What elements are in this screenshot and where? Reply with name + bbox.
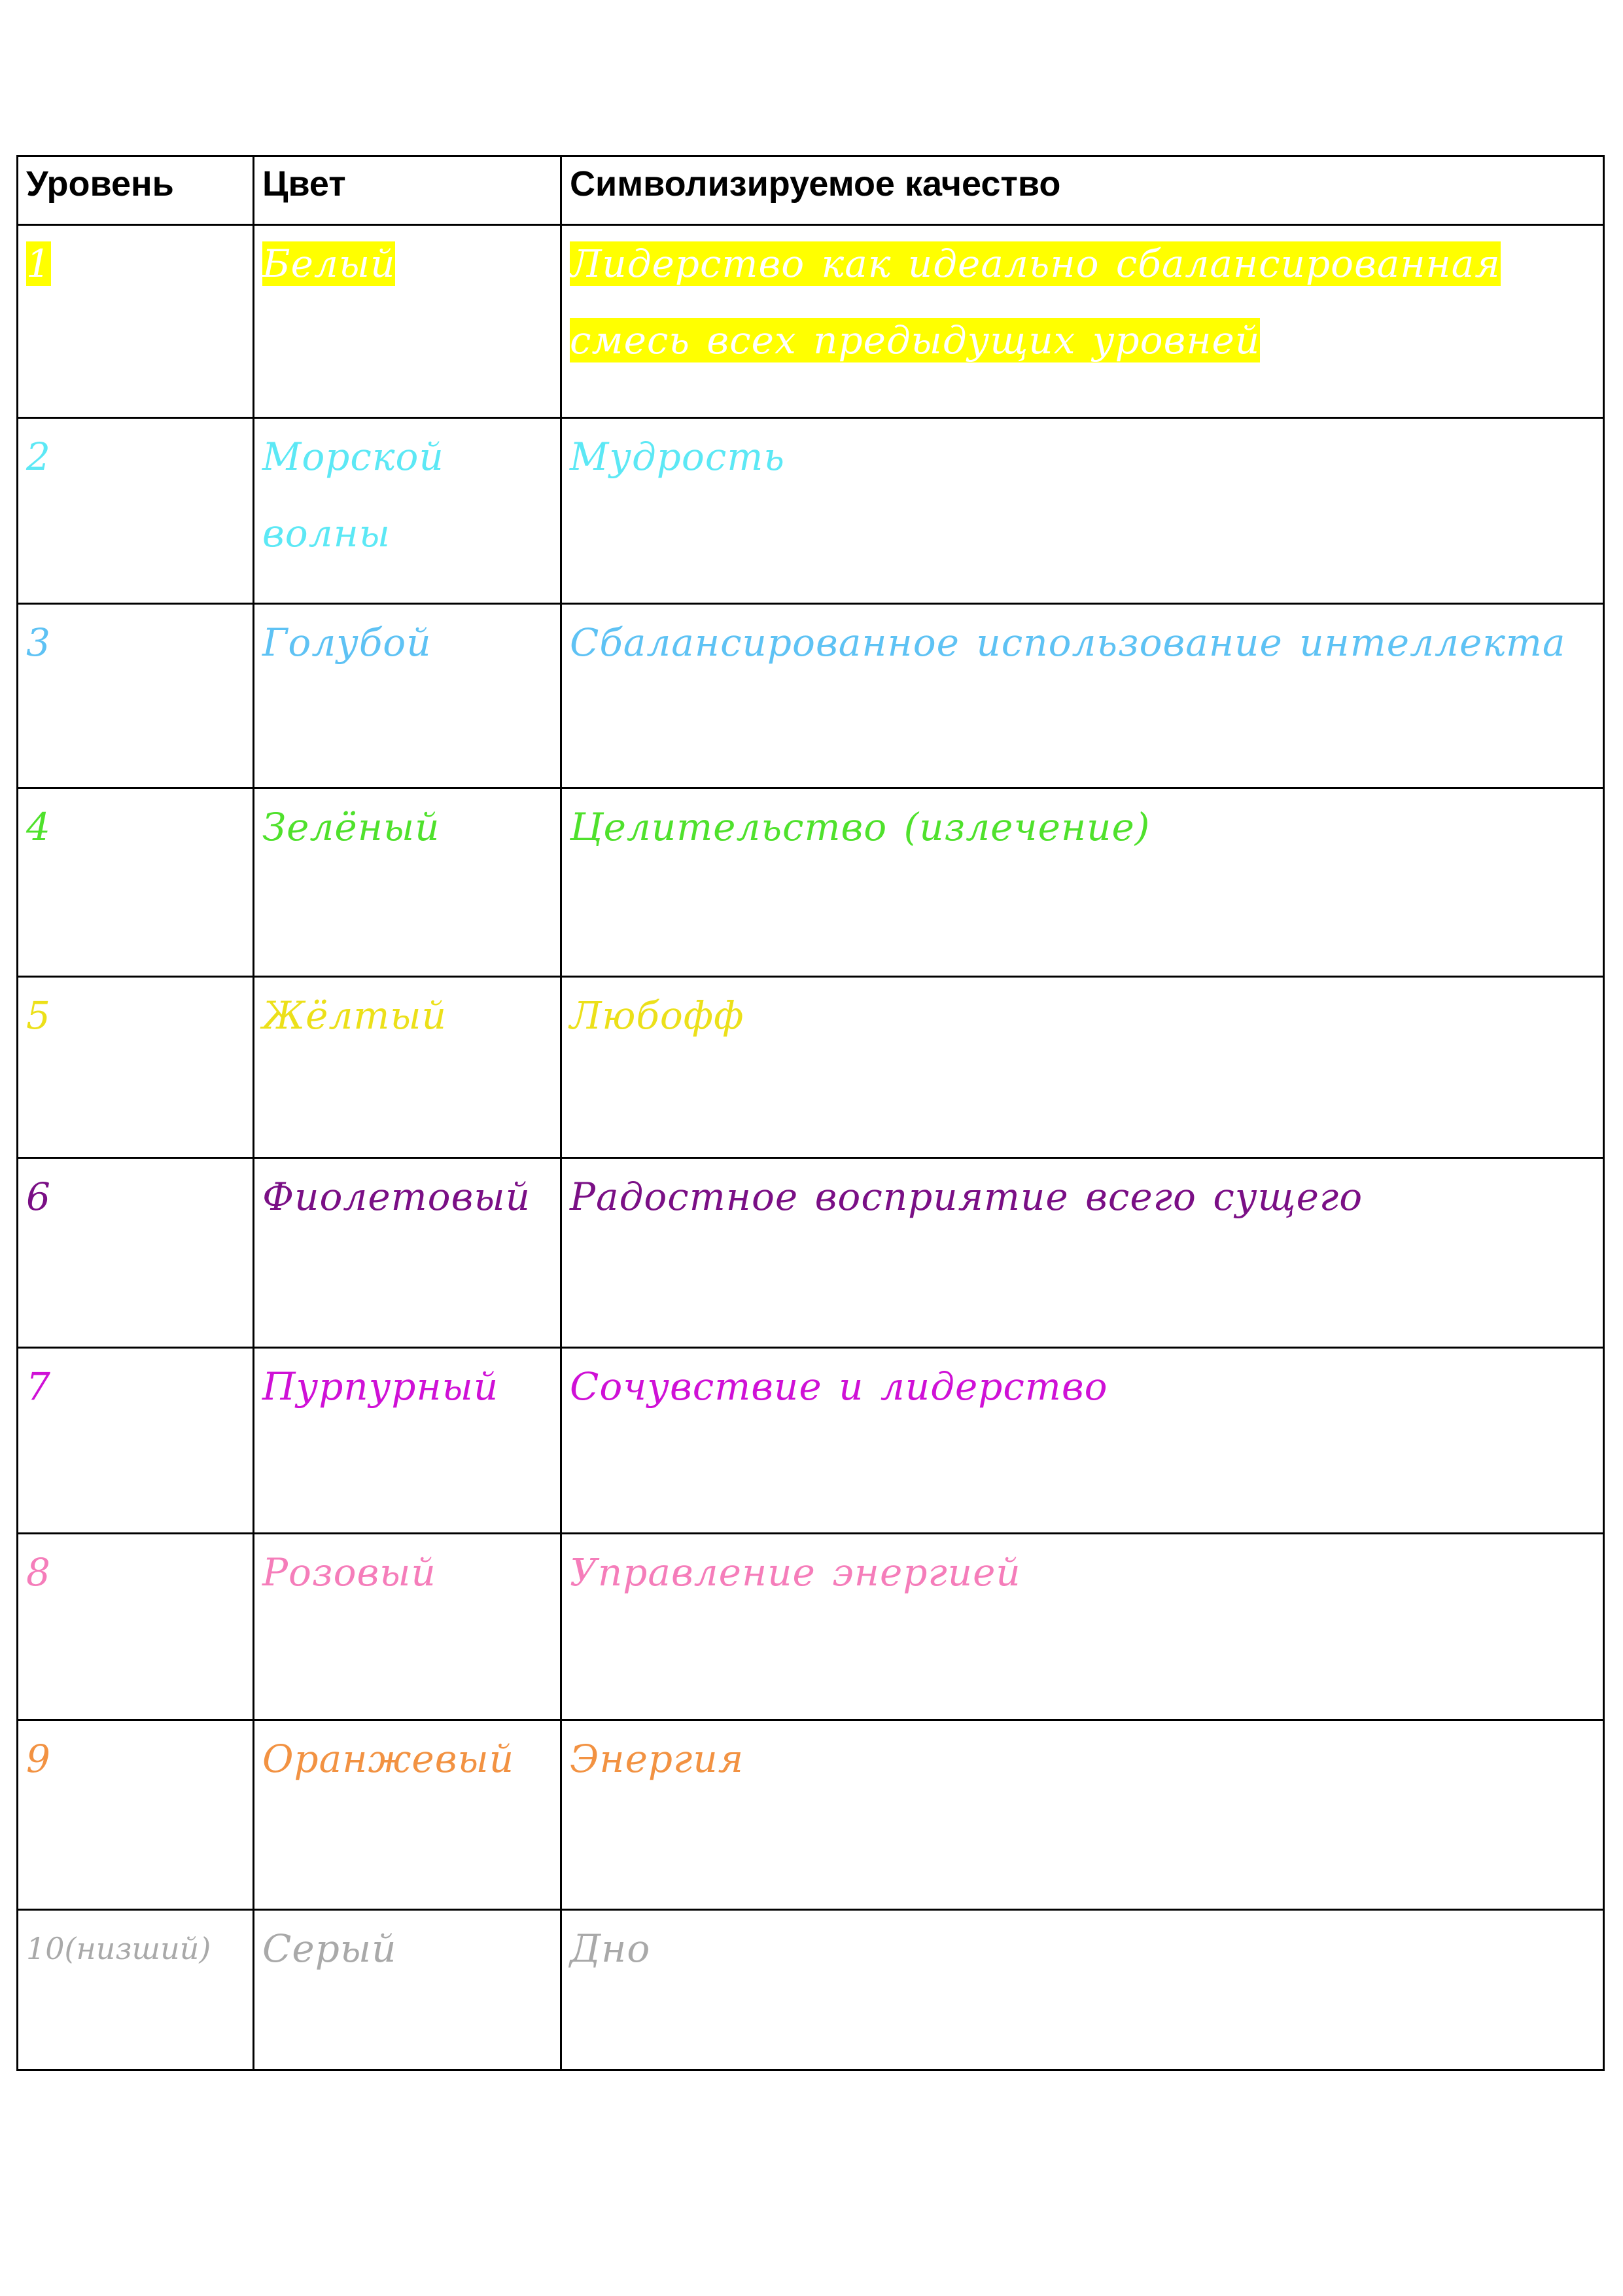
level-cell bbox=[18, 604, 254, 788]
quality-cell bbox=[561, 225, 1604, 418]
color-cell bbox=[254, 1348, 561, 1534]
quality-cell bbox=[561, 977, 1604, 1158]
quality-text: Управление энергией bbox=[570, 1550, 1021, 1595]
header-level bbox=[18, 156, 254, 225]
level-cell bbox=[18, 788, 254, 977]
color-name: Морской волны bbox=[262, 434, 444, 556]
color-name: Пурпурный bbox=[262, 1364, 499, 1409]
level-value: 6 bbox=[26, 1174, 51, 1219]
color-cell bbox=[254, 604, 561, 788]
level-value: 5 bbox=[26, 993, 51, 1038]
quality-cell bbox=[561, 1720, 1604, 1910]
table-header-row bbox=[18, 156, 1604, 225]
table-row bbox=[18, 1158, 1604, 1348]
quality-text: Любофф bbox=[570, 993, 744, 1038]
level-cell bbox=[18, 1720, 254, 1910]
color-cell bbox=[254, 1720, 561, 1910]
level-value: 4 bbox=[26, 805, 51, 849]
level-cell bbox=[18, 1158, 254, 1348]
quality-cell bbox=[561, 1910, 1604, 2070]
table-row bbox=[18, 788, 1604, 977]
header-color bbox=[254, 156, 561, 225]
header-color-label: Цвет bbox=[262, 164, 346, 203]
quality-text: Целительство (излечение) bbox=[570, 805, 1151, 849]
color-name: Оранжевый bbox=[262, 1737, 515, 1781]
quality-cell bbox=[561, 1348, 1604, 1534]
levels-table bbox=[16, 155, 1605, 2071]
level-value: 7 bbox=[26, 1364, 51, 1409]
color-cell bbox=[254, 418, 561, 604]
header-quality-label: Символизируемое качество bbox=[570, 164, 1061, 203]
quality-cell bbox=[561, 604, 1604, 788]
level-cell bbox=[18, 225, 254, 418]
table-row bbox=[18, 1348, 1604, 1534]
table-row bbox=[18, 1720, 1604, 1910]
color-name: Голубой bbox=[262, 620, 432, 665]
level-cell bbox=[18, 1534, 254, 1720]
table-row bbox=[18, 604, 1604, 788]
quality-text: Дно bbox=[570, 1926, 651, 1971]
level-value: 1 bbox=[26, 241, 51, 286]
color-name: Розовый bbox=[262, 1550, 436, 1595]
color-cell bbox=[254, 1910, 561, 2070]
header-quality bbox=[561, 156, 1604, 225]
quality-cell bbox=[561, 1534, 1604, 1720]
color-cell bbox=[254, 1534, 561, 1720]
table-row bbox=[18, 977, 1604, 1158]
color-name: Фиолетовый bbox=[262, 1174, 531, 1219]
quality-text: Мудрость bbox=[570, 434, 785, 479]
color-cell bbox=[254, 1158, 561, 1348]
color-cell bbox=[254, 788, 561, 977]
level-cell bbox=[18, 977, 254, 1158]
level-cell bbox=[18, 418, 254, 604]
quality-cell bbox=[561, 788, 1604, 977]
color-cell bbox=[254, 225, 561, 418]
color-name: Зелёный bbox=[262, 805, 440, 849]
quality-cell bbox=[561, 418, 1604, 604]
color-name: Серый bbox=[262, 1926, 397, 1971]
quality-cell bbox=[561, 1158, 1604, 1348]
quality-text: Сбалансированное использование интеллекта bbox=[570, 620, 1566, 665]
table-row bbox=[18, 225, 1604, 418]
color-name: Жёлтый bbox=[262, 993, 447, 1038]
level-cell bbox=[18, 1348, 254, 1534]
quality-text: Сочувствие и лидерство bbox=[570, 1364, 1108, 1409]
quality-text: Радостное восприятие всего сущего bbox=[570, 1174, 1363, 1219]
color-name: Белый bbox=[262, 241, 396, 286]
table-row bbox=[18, 1534, 1604, 1720]
table-row bbox=[18, 1910, 1604, 2070]
table-row bbox=[18, 418, 1604, 604]
level-value: 3 bbox=[26, 620, 51, 665]
quality-text: Энергия bbox=[570, 1737, 744, 1781]
color-cell bbox=[254, 977, 561, 1158]
level-value: 10(низший) bbox=[26, 1931, 211, 1966]
quality-text: Лидерство как идеально сбалансированная смесь всех предыдущих уровней bbox=[570, 241, 1501, 362]
level-value: 8 bbox=[26, 1550, 51, 1595]
header-level-label: Уровень bbox=[26, 164, 174, 203]
level-value: 2 bbox=[26, 434, 51, 479]
level-value: 9 bbox=[26, 1737, 51, 1781]
level-cell bbox=[18, 1910, 254, 2070]
